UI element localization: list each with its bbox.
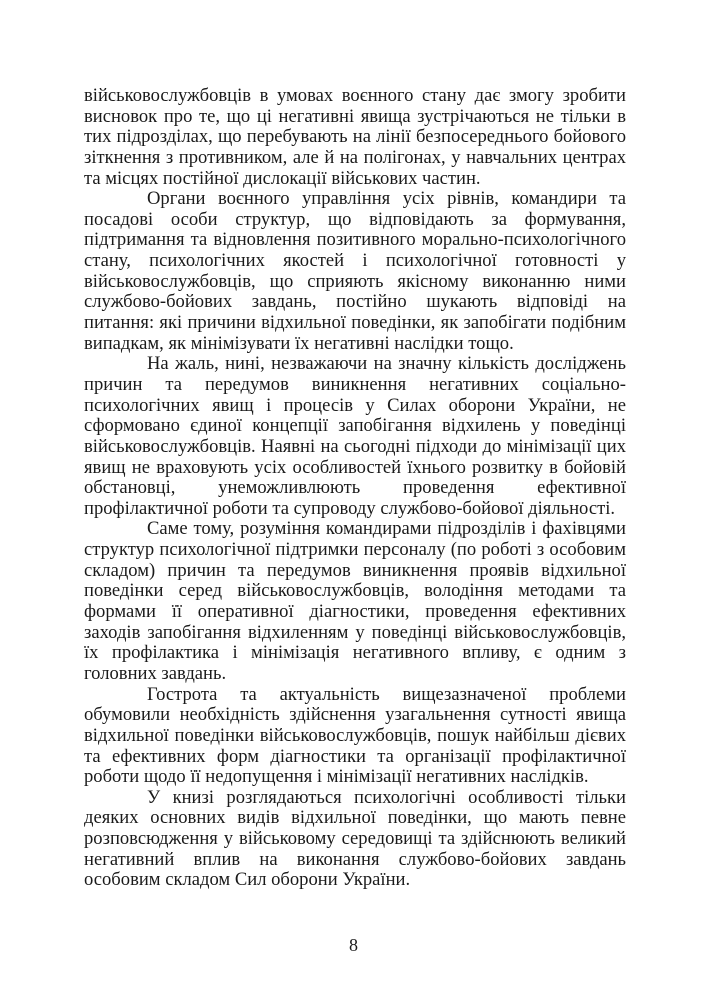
paragraph	[84, 788, 626, 891]
text-line: психологічних явищ і процесів у Силах оборони України, не	[84, 394, 626, 416]
text-line: явищ не враховують усіх особливостей їхнього розвитку в бойовій	[84, 456, 626, 478]
text-line: посадові особи структур, що відповідають за формування,	[84, 208, 626, 230]
text-line: стану, психологічних якостей і психологічної готовності у	[84, 250, 626, 272]
page-body	[84, 86, 626, 891]
text-line: У книзі розглядаються психологічні особливості тільки	[147, 786, 626, 808]
text-line: профілактичної роботи та супроводу службово-бойової діяльності.	[84, 497, 616, 519]
text-line: відхильної поведінки військовослужбовців, пошук найбільш дієвих	[84, 724, 626, 746]
text-line: особовим складом Сил оборони України.	[84, 869, 411, 891]
text-line: сформовано єдиної концепції запобігання відхилень у поведінці	[84, 415, 626, 437]
paragraph	[84, 519, 626, 684]
text-line: їх профілактика і мінімізація негативного впливу, є одним з	[84, 642, 626, 664]
text-line: Органи воєнного управління усіх рівнів, командири та	[147, 188, 626, 210]
paragraph	[84, 685, 626, 788]
text-line: військовослужбовців, що сприяють якісному виконанню ними	[84, 270, 626, 292]
text-line: формами її оперативної діагностики, проведення ефективних	[84, 601, 626, 623]
text-line: заходів запобігання відхиленням у поведінці військовослужбовців,	[84, 621, 626, 643]
text-line: роботи щодо її недопущення і мінімізації негативних наслідків.	[84, 766, 589, 788]
text-line: та місцях постійної дислокації військових частин.	[84, 167, 481, 189]
text-line: тих підрозділах, що перебувають на лінії безпосереднього бойового	[84, 126, 626, 148]
text-line: обумовили необхідність здійснення узагальнення сутності явища	[84, 704, 626, 726]
text-line: службово-бойових завдань, постійно шукають відповіді на	[84, 291, 626, 313]
text-line: На жаль, нині, незважаючи на значну кількість досліджень	[147, 353, 626, 375]
text-line: підтримання та відновлення позитивного морально-психологічного	[84, 229, 626, 251]
text-line: висновок про те, що ці негативні явища зустрічаються не тільки в	[84, 105, 626, 127]
paragraph	[84, 354, 626, 519]
text-line: випадкам, як мінімізувати їх негативні наслідки тощо.	[84, 332, 514, 354]
text-line: складом) причин та передумов виникнення проявів відхильної	[84, 559, 626, 581]
text-line: та ефективних форм діагностики та організації профілактичної	[84, 745, 626, 767]
text-line: військовослужбовців. Наявні на сьогодні підходи до мінімізації цих	[84, 435, 626, 457]
text-line: негативний вплив на виконання службово-бойових завдань	[84, 848, 626, 870]
page-number: 8	[349, 935, 358, 955]
paragraph	[84, 189, 626, 354]
text-line: причин та передумов виникнення негативних соціально-	[84, 373, 626, 395]
text-line: обстановці, унеможливлюють проведення ефективної	[84, 477, 626, 499]
text-line: розповсюдження у військовому середовищі та здійснюють великий	[84, 828, 626, 850]
text-line: Гострота та актуальність вищезазначеної проблеми	[147, 683, 626, 705]
text-line: зіткнення з противником, але й на полігонах, у навчальних центрах	[84, 146, 626, 168]
text-line: Саме тому, розуміння командирами підрозділів і фахівцями	[147, 518, 626, 540]
paragraph	[84, 86, 626, 189]
text-line: військовослужбовців в умовах воєнного стану дає змогу зробити	[84, 85, 626, 106]
text-line: структур психологічної підтримки персоналу (по роботі з особовим	[84, 539, 626, 561]
text-line: питання: які причини відхильної поведінки, як запобігати подібним	[84, 312, 626, 334]
text-line: головних завдань.	[84, 662, 227, 684]
text-line: поведінки серед військовослужбовців, володіння методами та	[84, 580, 626, 602]
text-line: деяких основних видів відхильної поведінки, що мають певне	[84, 807, 626, 829]
